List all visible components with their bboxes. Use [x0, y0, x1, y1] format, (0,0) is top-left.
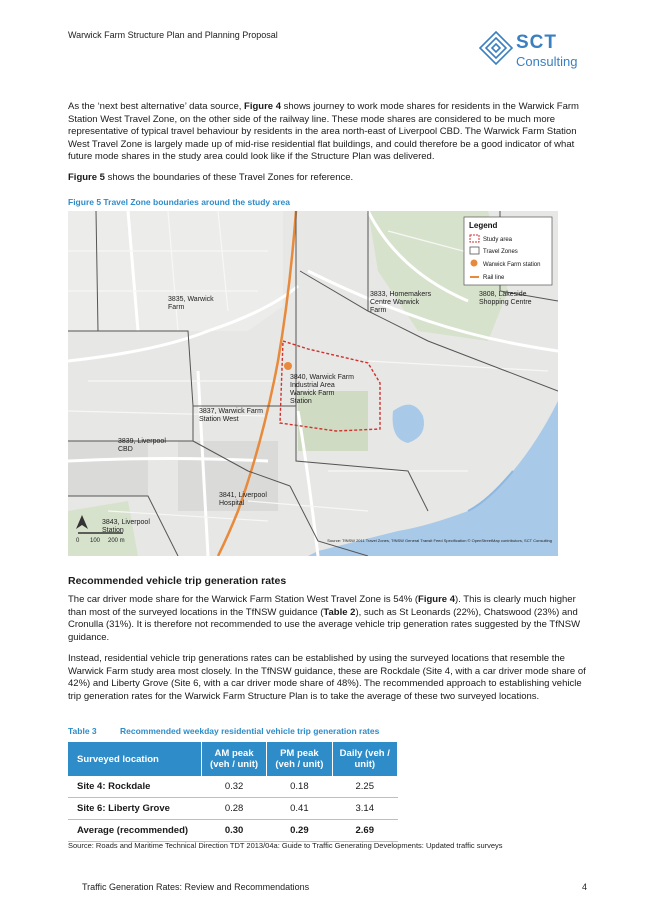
table-row	[68, 776, 398, 798]
figure-ref: Figure 4	[244, 101, 281, 112]
zone-label: CBD	[118, 446, 133, 453]
zone-label: Farm	[168, 304, 185, 311]
table-header-row	[68, 742, 398, 776]
table-cell: 2.25	[332, 776, 397, 798]
table-cell: 0.32	[201, 776, 266, 798]
svg-text:Warwick Farm station: Warwick Farm station	[483, 262, 541, 268]
zone-label: Industrial Area	[290, 382, 335, 389]
column-header: Daily (veh / unit)	[332, 742, 397, 776]
footer-title: Traffic Generation Rates: Review and Recommendations	[82, 882, 310, 892]
sct-logo	[476, 30, 588, 72]
logo-brand: SCT	[516, 32, 557, 53]
scale-label: 100	[90, 538, 101, 544]
table-row-average	[68, 820, 398, 842]
svg-text:Study area: Study area	[483, 237, 513, 243]
figure-reference-paragraph: Figure 5 shows the boundaries of these Travel Zones for reference.	[68, 172, 354, 183]
map-credit: Source: TfNSW 2011 Travel Zones, TfNSW General Transit Feed Specification © OpenStreetMap contributors, SCT Consulting	[327, 538, 552, 543]
zone-label: 3833, Homemakers	[370, 291, 432, 298]
table-cell: 0.18	[267, 776, 332, 798]
approach-paragraph: Instead, residential vehicle trip generations rates can be established by using the surveyed locations that resemble the Warwick Farm study area most closely. In the TfNSW guidance, these are Rockdale (Site 4, with a car driver mode share of 42%) and Liberty Grove (Site 6, with a car driver mode share of 48%). The recommended approach to establishing vehicle trip generation rates for the Warwick Farm Structure Plan is to take the average of these two surveyed locations.	[68, 653, 586, 702]
table-cell: Average (recommended)	[68, 820, 201, 842]
column-header: Surveyed location	[68, 742, 201, 776]
figure-caption: Figure 5 Travel Zone boundaries around the study area	[68, 197, 290, 207]
scale-label: 0	[76, 538, 80, 544]
zone-label: Centre Warwick	[370, 299, 420, 306]
page-number: 4	[582, 882, 588, 892]
zone-label: 3837, Warwick Farm	[199, 408, 263, 415]
svg-text:Legend: Legend	[469, 221, 498, 230]
table-caption: Table 3 Recommended weekday residential vehicle trip generation rates	[68, 726, 380, 736]
table-cell: 3.14	[332, 798, 397, 820]
map-legend	[464, 217, 552, 285]
svg-text:Travel Zones: Travel Zones	[483, 249, 518, 255]
table-cell: 0.28	[201, 798, 266, 820]
logo-diamond-icon	[476, 30, 516, 72]
zone-label: 3841, Liverpool	[219, 492, 267, 499]
zone-label: Farm	[370, 307, 387, 314]
column-header: PM peak (veh / unit)	[267, 742, 332, 776]
column-header: AM peak (veh / unit)	[201, 742, 266, 776]
table-row	[68, 798, 398, 820]
zone-label: Station West	[199, 416, 239, 423]
table-cell: 2.69	[332, 820, 397, 842]
station-marker-icon	[284, 362, 292, 370]
zone-label: Station	[290, 398, 312, 405]
zone-label: Hospital	[219, 500, 245, 507]
table-cell: Site 4: Rockdale	[68, 776, 201, 798]
table-source: Source: Roads and Maritime Technical Direction TDT 2013/04a: Guide to Traffic Generating Developments: Updated traffic surveys	[68, 841, 503, 850]
trip-generation-table	[68, 742, 398, 842]
scale-label: 200 m	[108, 538, 125, 544]
zone-label: 3808, Lakeside	[479, 291, 527, 298]
running-header: Warwick Farm Structure Plan and Planning Proposal	[68, 30, 278, 40]
table-cell: 0.41	[267, 798, 332, 820]
zone-label: 3839, Liverpool	[118, 438, 166, 445]
svg-text:Rail line: Rail line	[483, 275, 505, 281]
section-heading: Recommended vehicle trip generation rates	[68, 575, 287, 587]
table-cell: 0.29	[267, 820, 332, 842]
zone-label: 3835, Warwick	[168, 296, 214, 303]
travel-zone-map	[68, 211, 558, 556]
table-cell: 0.30	[201, 820, 266, 842]
zone-label: Station	[102, 527, 124, 534]
zone-label: 3843, Liverpool	[102, 519, 150, 526]
mode-share-paragraph: The car driver mode share for the Warwick Farm Station West Travel Zone is 54% (Figure 4). This is clearly much higher than most of the surveyed locations in the TfNSW guidance (Table 2), such as St Leonards (22%), Chatswood (23%) and Cronulla (31%). It is therefore not recommended to use the average vehicle trip generation rates suggested by the TfNSW guidance.	[68, 594, 581, 643]
zone-label: Shopping Centre	[479, 299, 532, 306]
intro-paragraph: As the ‘next best alternative’ data source, Figure 4 shows journey to work mode shares for residents in the Warwick Farm Station West Travel Zone, on the other side of the railway line. These mode shares are considered to be much more representative of typical travel behaviour by residents in the area north-east of Liverpool CBD. The Warwick Farm Station West Travel Zone is largely made up of mid-rise residential flat buildings, and could therefore be a good indicator of what future mode shares in the study area could look like if the Structure Plan was delivered.	[68, 101, 579, 163]
logo-subtitle: Consulting	[516, 54, 578, 69]
table-cell: Site 6: Liberty Grove	[68, 798, 201, 820]
zone-label: 3840, Warwick Farm	[290, 374, 354, 381]
zone-label: Warwick Farm	[290, 390, 335, 397]
